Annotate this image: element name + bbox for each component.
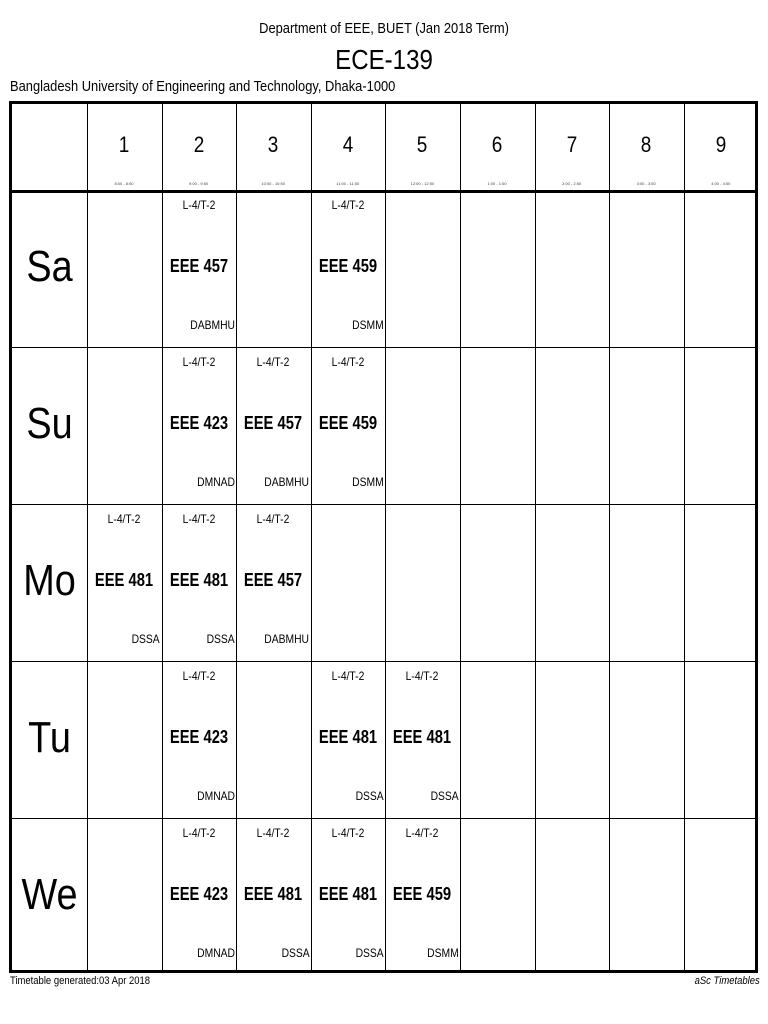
class-level: L-4/T-2	[182, 826, 215, 840]
teacher-code: DSSA	[430, 789, 459, 803]
day-label: Su	[26, 399, 73, 448]
teacher-code: DMNAD	[196, 789, 235, 803]
period-number: 7	[566, 132, 577, 157]
course-code: EEE 457	[244, 413, 303, 433]
period-time: 12:00 - 12:50	[410, 181, 435, 186]
day-label: Mo	[23, 556, 76, 605]
class-cell	[162, 504, 236, 660]
class-level: L-4/T-2	[331, 198, 365, 212]
day-label: Tu	[28, 713, 71, 762]
class-cell	[385, 818, 459, 974]
day-label: We	[21, 870, 78, 919]
class-level: L-4/T-2	[331, 355, 365, 369]
course-code: EEE 457	[244, 570, 303, 590]
course-code: EEE 457	[169, 256, 228, 276]
period-time: 2:00 - 2:50	[562, 181, 582, 186]
period-number: 5	[417, 132, 428, 157]
class-level: L-4/T-2	[331, 669, 365, 683]
class-level: L-4/T-2	[406, 669, 439, 683]
period-number: 4	[342, 132, 354, 157]
teacher-code: DABMHU	[264, 475, 310, 489]
course-code: EEE 481	[393, 727, 452, 747]
class-cell	[385, 661, 459, 817]
class-cell	[236, 347, 310, 503]
class-cell	[162, 818, 236, 974]
timetable-grid	[9, 101, 758, 973]
class-level: L-4/T-2	[107, 512, 141, 526]
grid-vertical-line	[684, 104, 685, 970]
teacher-code: DABMHU	[189, 318, 235, 332]
course-code: EEE 459	[393, 884, 452, 904]
period-time: 3:00 - 3:50	[636, 181, 656, 186]
period-time: 8:00 - 8:50	[114, 181, 134, 186]
course-code: EEE 459	[318, 256, 377, 276]
class-cell	[162, 347, 236, 503]
class-cell	[162, 190, 236, 346]
course-code: EEE 423	[169, 884, 228, 904]
period-number: 8	[640, 132, 652, 157]
course-code: EEE 481	[244, 884, 303, 904]
course-code: EEE 481	[169, 570, 228, 590]
course-code: EEE 481	[318, 884, 377, 904]
class-level: L-4/T-2	[182, 355, 215, 369]
class-cell	[87, 504, 161, 660]
class-level: L-4/T-2	[256, 512, 290, 526]
class-cell	[311, 190, 385, 346]
teacher-code: DMNAD	[196, 946, 235, 960]
class-level: L-4/T-2	[331, 826, 365, 840]
teacher-code: DMNAD	[196, 475, 235, 489]
course-code: EEE 481	[318, 727, 377, 747]
class-level: L-4/T-2	[182, 669, 215, 683]
period-number: 2	[193, 132, 204, 157]
grid-vertical-line	[460, 104, 461, 970]
class-level: L-4/T-2	[182, 198, 215, 212]
software-credit: aSc Timetables	[694, 975, 760, 987]
class-level: L-4/T-2	[256, 826, 290, 840]
class-level: L-4/T-2	[256, 355, 290, 369]
teacher-code: DSSA	[355, 946, 384, 960]
grid-vertical-line	[609, 104, 610, 970]
class-code-title: ECE-139	[335, 44, 433, 75]
class-cell	[162, 661, 236, 817]
teacher-code: DSSA	[281, 946, 310, 960]
teacher-code: DSMM	[352, 475, 384, 489]
period-time: 1:00 - 1:50	[487, 181, 507, 186]
course-code: EEE 423	[169, 413, 228, 433]
grid-vertical-line	[535, 104, 536, 970]
teacher-code: DSSA	[355, 789, 384, 803]
teacher-code: DSMM	[352, 318, 384, 332]
class-level: L-4/T-2	[406, 826, 439, 840]
course-code: EEE 423	[169, 727, 228, 747]
period-number: 1	[118, 132, 130, 157]
period-number: 9	[715, 132, 727, 157]
class-cell	[236, 504, 310, 660]
university-name: Bangladesh University of Engineering and Technology, Dhaka-1000	[10, 78, 396, 95]
class-cell	[311, 347, 385, 503]
department-title: Department of EEE, BUET (Jan 2018 Term)	[259, 20, 509, 37]
class-cell	[311, 661, 385, 817]
period-time: 4:00 - 4:50	[711, 181, 731, 186]
period-time: 10:00 - 10:50	[261, 181, 285, 186]
period-number: 6	[491, 132, 503, 157]
class-cell	[311, 818, 385, 974]
course-code: EEE 481	[94, 570, 154, 590]
period-number: 3	[267, 132, 279, 157]
class-level: L-4/T-2	[182, 512, 215, 526]
teacher-code: DSSA	[131, 632, 160, 646]
period-time: 9:00 - 9:50	[189, 181, 209, 186]
course-code: EEE 459	[318, 413, 377, 433]
teacher-code: DSSA	[206, 632, 235, 646]
generated-date: Timetable generated:03 Apr 2018	[10, 975, 151, 987]
class-cell	[236, 818, 310, 974]
day-label: Sa	[26, 242, 73, 291]
teacher-code: DABMHU	[264, 632, 310, 646]
teacher-code: DSMM	[426, 946, 459, 960]
period-time: 11:00 - 11:50	[336, 181, 360, 186]
